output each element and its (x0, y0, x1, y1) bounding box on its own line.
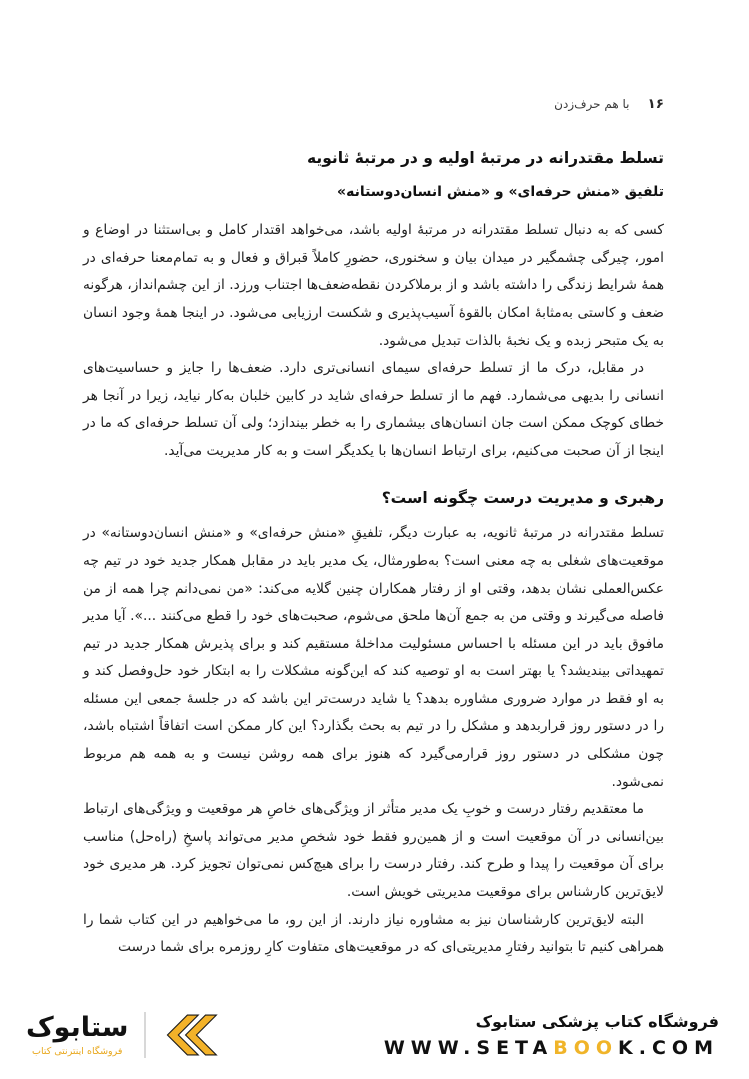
setabook-logo (26, 1012, 220, 1058)
paragraph: البته لایق‌ترین کارشناسان نیز به مشاوره نیاز دارند. از این رو، ما می‌خواهیم در این کتاب شما را همراهی کنیم تا بتوانید رفتارِ مدیریتی‌ای که در موقعیت‌های متفاوت کارِ روزمره برای شما درست (83, 911, 664, 956)
paragraph: در مقابل، درک ما از تسلط حرفه‌ای سیمای انسانی‌تری دارد. ضعف‌ها را جایز و حساسیت‌های انسانی را بدیهی می‌شمارد. فهم ما از تسلط حرفه‌ای شاید در کابین خلبان به‌کار نیاید، زیرا در آنجا هر خطای کوچک ممکن است جان انسان‌های بیشماری را به خطر بیندازد؛ ولی آن تسلط حرفه‌ای که ما در اینجا از آن صحبت می‌کنیم، برای ارتباط انسان‌ها با یکدیگر است و به کار مدیریت می‌آید. (83, 360, 664, 459)
url-segment: K.COM (618, 1036, 719, 1059)
section2-heading: رهبری و مدیریت درست چگونه است؟ (381, 488, 664, 507)
logo-subtitle: فروشگاه اینترنتی کتاب (32, 1045, 123, 1057)
paragraph: ما معتقدیم رفتار درست و خوبِ یک مدیر متأثر از ویژگی‌های خاصِ هر موقعیت و ویژگی‌های ارتباط بین‌انسانی در آن موقعیت است و از همین‌رو فقط خود شخصِ مدیر می‌تواند پاسخِ (راه‌حل) مناسب برای آن موقعیت را پیدا و طرح کند. رفتار درست را برای هیچ‌کس نمی‌توان تجویز کرد. هر مدیری خود لایق‌ترین کارشناس برای موقعیت مدیریتی خویش است. (83, 801, 664, 901)
logo-wordmark-block (26, 1013, 128, 1057)
shop-info (384, 1012, 719, 1059)
url-segment-accent: BOO (553, 1036, 619, 1059)
url-segment: WWW.SETA (383, 1036, 554, 1059)
section1-subheading: تلفیق «منش حرفه‌ای» و «منش انسان‌دوستانه» (337, 183, 664, 200)
page-number: ۱۶ (647, 96, 664, 112)
shop-url (384, 1037, 719, 1059)
section1-heading: تسلط مقتدرانه در مرتبهٔ اولیه و در مرتبهٔ ثانویه (306, 149, 664, 167)
page-content (83, 96, 664, 962)
shop-name: فروشگاه کتاب پزشکی ستابوک (475, 1011, 719, 1031)
running-header (83, 96, 664, 112)
publisher-footer (0, 999, 749, 1079)
double-chevron-icon (162, 1012, 220, 1058)
paragraph: تسلط مقتدرانه در مرتبهٔ ثانویه، به عبارت دیگر، تلفیقِ «منش حرفه‌ای» و «منش انسان‌دوستانه» در موقعیت‌های شغلی به چه معنی است؟ به‌طورمثال، یک مدیر باید در مقابل همکار جدید خود در تیم چه عکس‌العملی نشان بدهد، وقتی او از رفتار همکاران چنین گلایه می‌کند: «من نمی‌دانم چرا همه از من فاصله می‌گیرند و وقتی من به جمع آن‌ها ملحق می‌شوم، صحبت‌های خود را قطع می‌کنند ...». آیا مدیر مافوق باید در این مسئله با احساس مسئولیت مداخلهٔ مستقیم کند و برای پذیرش همکار جدید در تیم تمهیداتی بیندیشد؟ یا بهتر است به او توصیه کند که این‌گونه مشکلات را به ابتکار خود حل‌وفصل کند و به او فقط در موارد ضروری مشاوره بدهد؟ یا شاید درست‌تر این باشد که در جلسهٔ جمعی این مسئله را در دستور روز قراربدهد و مشکل را در تیم به بحث بگذارد؟ این کار ممکن است اتفاقاً اشتباه باشد، چون مشکلی در دستور روز قرارمی‌گیرد که هنوز برای همه روشن نیست و به همه هم مربوط نمی‌شود. (83, 525, 664, 790)
footer-divider (144, 1012, 146, 1058)
running-book-title: با هم حرف‌زدن (554, 97, 630, 111)
logo-wordmark: ستابوک (26, 1012, 129, 1044)
paragraph: کسی که به دنبال تسلط مقتدرانه در مرتبهٔ اولیه باشد، می‌خواهد اقتدار کامل و بی‌استثنا در اوضاع و امور، چیرگی چشمگیر در میدان بیان و سخنوری، حضورِ کاملاً قبراق و فعال و به تمام‌معنا حرفه‌ای در همهٔ شرایط زندگی را داشته باشد و از برملاکردن نقطه‌ضعف‌ها اجتناب ورزد. از این چشم‌انداز، هرگونه ضعف و کاستی به‌مثابهٔ امکان بالقوهٔ آسیب‌پذیری و شکست ارزیابی می‌شود. در اینجا همهٔ وجود انسان به یک متبحر زبده و یک نخبهٔ بالذات تبدیل می‌شود. (83, 222, 664, 349)
